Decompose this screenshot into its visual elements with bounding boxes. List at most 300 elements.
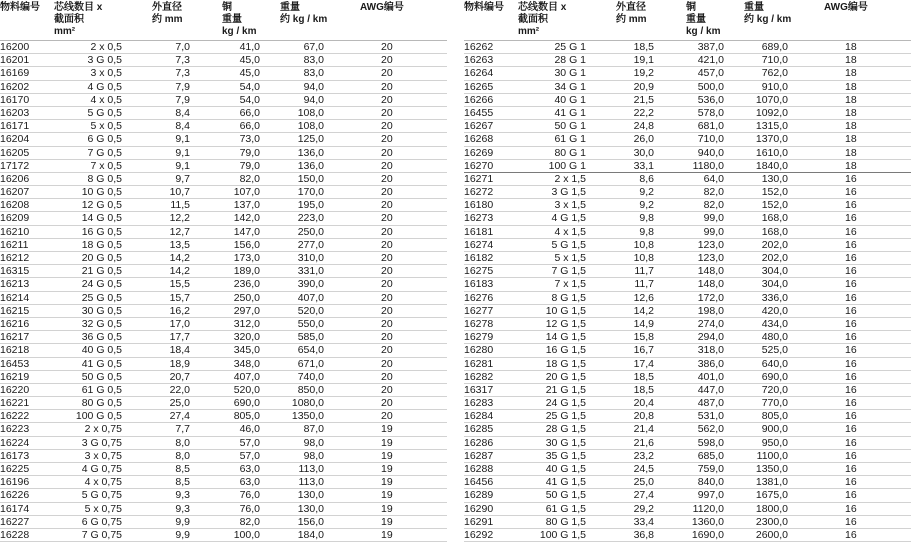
cell-outer-diameter: 30,0 bbox=[633, 146, 654, 159]
table-row bbox=[0, 410, 447, 423]
cell-cores: 6 G 0,5 bbox=[87, 133, 122, 146]
cell-awg: 16 bbox=[845, 278, 857, 291]
cell-code: 16173 bbox=[0, 449, 30, 462]
cell-weight: 420,0 bbox=[761, 304, 788, 317]
table-row bbox=[464, 94, 911, 107]
table-row bbox=[464, 239, 911, 252]
cell-weight: 336,0 bbox=[761, 291, 788, 304]
cell-code: 16292 bbox=[464, 528, 494, 541]
cell-code: 16221 bbox=[0, 397, 30, 410]
cell-outer-diameter: 22,0 bbox=[169, 383, 190, 396]
cell-cores: 40 G 1,5 bbox=[545, 463, 586, 475]
table-row bbox=[464, 199, 911, 212]
cell-outer-diameter: 8,5 bbox=[175, 476, 190, 489]
cell-outer-diameter: 20,4 bbox=[633, 397, 654, 410]
cell-weight: 740,0 bbox=[297, 370, 324, 383]
table-row bbox=[0, 489, 447, 502]
cell-code: 16200 bbox=[0, 41, 30, 53]
cell-outer-diameter: 21,5 bbox=[633, 93, 654, 106]
cell-code: 16222 bbox=[0, 410, 30, 423]
cell-copper-weight: 147,0 bbox=[233, 225, 260, 238]
cell-weight: 720,0 bbox=[761, 383, 788, 396]
header-cores: 芯线数目 x 截面积 mm² bbox=[54, 2, 103, 37]
cell-copper-weight: 63,0 bbox=[239, 476, 260, 489]
cell-weight: 304,0 bbox=[761, 265, 788, 278]
cell-copper-weight: 57,0 bbox=[239, 436, 260, 449]
cell-code: 16216 bbox=[0, 317, 30, 330]
cell-weight: 98,0 bbox=[303, 436, 324, 449]
cell-copper-weight: 54,0 bbox=[239, 93, 260, 106]
table-row bbox=[464, 305, 911, 318]
cell-outer-diameter: 20,7 bbox=[169, 370, 190, 383]
cell-copper-weight: 99,0 bbox=[703, 212, 724, 225]
cell-cores: 61 G 1,5 bbox=[545, 502, 586, 515]
cell-awg: 16 bbox=[845, 463, 857, 475]
table-row bbox=[464, 133, 911, 146]
cell-code: 16262 bbox=[464, 41, 494, 53]
cell-copper-weight: 759,0 bbox=[697, 463, 724, 475]
cell-cores: 7 G 0,5 bbox=[87, 146, 122, 159]
cell-copper-weight: 421,0 bbox=[697, 54, 724, 67]
cell-cores: 6 G 0,75 bbox=[81, 515, 122, 528]
cell-awg: 20 bbox=[381, 106, 393, 119]
cell-code: 16275 bbox=[464, 265, 494, 278]
cell-code: 16317 bbox=[464, 383, 494, 396]
cell-weight: 480,0 bbox=[761, 331, 788, 344]
cell-outer-diameter: 9,8 bbox=[639, 225, 654, 238]
cell-outer-diameter: 19,1 bbox=[633, 54, 654, 67]
cell-code: 16210 bbox=[0, 225, 30, 238]
cell-awg: 19 bbox=[381, 463, 393, 475]
table-row bbox=[464, 516, 911, 529]
cell-awg: 20 bbox=[381, 93, 393, 106]
table-row bbox=[464, 67, 911, 80]
cell-copper-weight: 66,0 bbox=[239, 106, 260, 119]
cell-cores: 16 G 1,5 bbox=[545, 344, 586, 357]
cell-code: 16274 bbox=[464, 238, 494, 251]
cell-awg: 16 bbox=[845, 212, 857, 225]
cell-copper-weight: 1690,0 bbox=[691, 528, 724, 541]
cell-weight: 390,0 bbox=[297, 278, 324, 291]
cell-outer-diameter: 9,9 bbox=[175, 515, 190, 528]
cell-code: 16218 bbox=[0, 344, 30, 357]
cell-awg: 20 bbox=[381, 54, 393, 67]
cell-code: 16264 bbox=[464, 67, 494, 80]
cell-code: 16214 bbox=[0, 291, 30, 304]
table-row bbox=[0, 278, 447, 291]
cell-cores: 50 G 0,5 bbox=[81, 370, 122, 383]
cell-outer-diameter: 24,8 bbox=[633, 120, 654, 133]
cell-code: 16290 bbox=[464, 502, 494, 515]
cell-weight: 762,0 bbox=[761, 67, 788, 80]
cell-outer-diameter: 16,7 bbox=[633, 344, 654, 357]
cell-code: 16277 bbox=[464, 304, 494, 317]
cell-cores: 14 G 1,5 bbox=[545, 331, 586, 344]
cell-outer-diameter: 19,2 bbox=[633, 67, 654, 80]
cell-code: 16226 bbox=[0, 489, 30, 502]
cell-awg: 16 bbox=[845, 344, 857, 357]
cell-outer-diameter: 21,6 bbox=[633, 436, 654, 449]
cell-weight: 2600,0 bbox=[755, 528, 788, 541]
cell-awg: 16 bbox=[845, 383, 857, 396]
cell-cores: 7 x 0,5 bbox=[90, 159, 122, 172]
cell-outer-diameter: 7,0 bbox=[175, 41, 190, 53]
cell-outer-diameter: 8,4 bbox=[175, 120, 190, 133]
cell-outer-diameter: 11,7 bbox=[634, 265, 654, 278]
table-row bbox=[0, 252, 447, 265]
cell-awg: 19 bbox=[381, 449, 393, 462]
cell-copper-weight: 79,0 bbox=[239, 159, 260, 172]
cell-awg: 16 bbox=[845, 186, 857, 199]
cell-copper-weight: 156,0 bbox=[233, 238, 260, 251]
cell-code: 16223 bbox=[0, 423, 30, 436]
cell-outer-diameter: 23,2 bbox=[633, 449, 654, 462]
cell-outer-diameter: 18,4 bbox=[169, 344, 190, 357]
cell-weight: 113,0 bbox=[298, 476, 324, 489]
cell-awg: 16 bbox=[845, 172, 857, 185]
table-row bbox=[464, 384, 911, 397]
cell-awg: 18 bbox=[845, 120, 857, 133]
cell-copper-weight: 173,0 bbox=[233, 252, 260, 264]
cell-weight: 407,0 bbox=[297, 291, 324, 304]
table-row bbox=[0, 186, 447, 199]
cell-outer-diameter: 24,5 bbox=[633, 463, 654, 475]
cell-cores: 4 x 0,75 bbox=[84, 476, 122, 489]
cell-code: 16228 bbox=[0, 528, 30, 541]
cell-weight: 1070,0 bbox=[755, 93, 788, 106]
cell-cores: 5 G 0,5 bbox=[87, 106, 122, 119]
cell-cores: 3 G 0,75 bbox=[81, 436, 122, 449]
cell-outer-diameter: 12,6 bbox=[633, 291, 654, 304]
cell-weight: 689,0 bbox=[761, 41, 788, 53]
cell-code: 16281 bbox=[464, 357, 494, 370]
cell-outer-diameter: 8,6 bbox=[639, 172, 654, 185]
cell-outer-diameter: 12,2 bbox=[169, 212, 190, 225]
cell-awg: 16 bbox=[845, 528, 857, 541]
cell-cores: 4 x 1,5 bbox=[554, 225, 586, 238]
cell-awg: 16 bbox=[845, 291, 857, 304]
cell-copper-weight: 320,0 bbox=[233, 331, 260, 344]
cell-cores: 5 x 0,5 bbox=[90, 120, 122, 133]
table-row bbox=[0, 437, 447, 450]
table-row bbox=[464, 278, 911, 291]
cell-awg: 19 bbox=[381, 502, 393, 515]
cell-weight: 98,0 bbox=[303, 449, 324, 462]
cell-weight: 1350,0 bbox=[755, 463, 788, 475]
cell-awg: 18 bbox=[845, 54, 857, 67]
cell-code: 16270 bbox=[464, 159, 494, 172]
cell-cores: 80 G 1 bbox=[554, 146, 586, 159]
cell-code: 16180 bbox=[464, 199, 494, 212]
cell-cores: 5 x 1,5 bbox=[554, 252, 586, 264]
cell-cores: 3 G 1,5 bbox=[551, 186, 586, 199]
cell-awg: 20 bbox=[381, 397, 393, 410]
cell-code: 16182 bbox=[464, 252, 494, 264]
table-row bbox=[0, 41, 447, 54]
cell-outer-diameter: 18,5 bbox=[633, 41, 654, 53]
cell-outer-diameter: 9,3 bbox=[175, 502, 190, 515]
cell-weight: 900,0 bbox=[761, 423, 788, 436]
cell-code: 16170 bbox=[0, 93, 30, 106]
cell-weight: 94,0 bbox=[303, 80, 324, 93]
cell-copper-weight: 274,0 bbox=[697, 317, 724, 330]
cell-cores: 7 G 1,5 bbox=[551, 265, 586, 278]
cell-awg: 18 bbox=[845, 106, 857, 119]
cell-awg: 18 bbox=[845, 133, 857, 146]
cell-copper-weight: 57,0 bbox=[239, 449, 260, 462]
table-row bbox=[0, 371, 447, 384]
cell-code: 16217 bbox=[0, 331, 30, 344]
cell-outer-diameter: 8,4 bbox=[175, 106, 190, 119]
cell-weight: 654,0 bbox=[297, 344, 324, 357]
cell-copper-weight: 100,0 bbox=[233, 528, 260, 541]
cell-outer-diameter: 10,8 bbox=[633, 238, 654, 251]
cell-weight: 671,0 bbox=[297, 357, 324, 370]
cell-cores: 4 G 1,5 bbox=[551, 212, 586, 225]
cell-copper-weight: 487,0 bbox=[697, 397, 724, 410]
cell-awg: 20 bbox=[381, 291, 393, 304]
cell-cores: 3 x 1,5 bbox=[554, 199, 586, 212]
cell-awg: 20 bbox=[381, 278, 393, 291]
cell-copper-weight: 123,0 bbox=[697, 238, 724, 251]
cell-weight: 83,0 bbox=[303, 67, 324, 80]
cell-copper-weight: 940,0 bbox=[697, 146, 724, 159]
cell-copper-weight: 401,0 bbox=[697, 370, 724, 383]
cell-copper-weight: 840,0 bbox=[697, 476, 724, 489]
table-row bbox=[464, 397, 911, 410]
cell-copper-weight: 198,0 bbox=[697, 304, 724, 317]
cell-code: 16212 bbox=[0, 252, 30, 264]
table-row bbox=[464, 107, 911, 120]
cell-weight: 1080,0 bbox=[291, 397, 324, 410]
cell-code: 16202 bbox=[0, 80, 30, 93]
cell-copper-weight: 387,0 bbox=[697, 41, 724, 53]
cell-awg: 16 bbox=[845, 252, 857, 264]
cell-outer-diameter: 36,8 bbox=[633, 528, 654, 541]
cell-cores: 5 G 0,75 bbox=[81, 489, 122, 502]
cell-code: 16280 bbox=[464, 344, 494, 357]
cell-copper-weight: 82,0 bbox=[239, 172, 260, 185]
cell-outer-diameter: 10,8 bbox=[633, 252, 654, 264]
cell-weight: 1675,0 bbox=[755, 489, 788, 502]
cell-copper-weight: 107,0 bbox=[233, 186, 260, 199]
table-row bbox=[0, 384, 447, 397]
table-body bbox=[464, 41, 911, 542]
cell-code: 16455 bbox=[464, 106, 494, 119]
cell-weight: 168,0 bbox=[761, 225, 788, 238]
table-row bbox=[464, 437, 911, 450]
cell-awg: 20 bbox=[381, 225, 393, 238]
cell-outer-diameter: 21,4 bbox=[633, 423, 654, 436]
cell-cores: 3 x 0,75 bbox=[84, 449, 122, 462]
cell-outer-diameter: 11,5 bbox=[170, 199, 190, 212]
table-row bbox=[0, 67, 447, 80]
cell-awg: 16 bbox=[845, 476, 857, 489]
cell-weight: 83,0 bbox=[303, 54, 324, 67]
table-row bbox=[464, 344, 911, 357]
cell-code: 16287 bbox=[464, 449, 494, 462]
cell-copper-weight: 66,0 bbox=[239, 120, 260, 133]
cell-awg: 20 bbox=[381, 331, 393, 344]
table-row bbox=[464, 41, 911, 54]
cell-copper-weight: 447,0 bbox=[697, 383, 724, 396]
cell-weight: 250,0 bbox=[297, 225, 324, 238]
cell-outer-diameter: 9,3 bbox=[175, 489, 190, 502]
table-row bbox=[0, 54, 447, 67]
cell-awg: 20 bbox=[381, 120, 393, 133]
cell-code: 16269 bbox=[464, 146, 494, 159]
header-outer-diameter: 外直径 约 mm bbox=[616, 2, 647, 25]
table-row bbox=[0, 160, 447, 173]
cell-awg: 20 bbox=[381, 304, 393, 317]
cell-outer-diameter: 27,4 bbox=[169, 410, 190, 423]
cell-cores: 30 G 1 bbox=[554, 67, 586, 80]
cell-code: 16278 bbox=[464, 317, 494, 330]
cell-code: 16276 bbox=[464, 291, 494, 304]
cell-cores: 41 G 1,5 bbox=[545, 476, 586, 489]
cell-weight: 170,0 bbox=[297, 186, 324, 199]
cell-weight: 130,0 bbox=[297, 502, 324, 515]
cell-outer-diameter: 7,9 bbox=[175, 93, 190, 106]
cell-copper-weight: 710,0 bbox=[697, 133, 724, 146]
cell-copper-weight: 997,0 bbox=[697, 489, 724, 502]
cell-awg: 19 bbox=[381, 528, 393, 541]
cell-awg: 20 bbox=[381, 186, 393, 199]
header-weight: 重量 约 kg / km bbox=[744, 2, 792, 25]
cell-awg: 20 bbox=[381, 67, 393, 80]
cell-copper-weight: 123,0 bbox=[697, 252, 724, 264]
cell-weight: 1800,0 bbox=[755, 502, 788, 515]
cell-weight: 113,0 bbox=[298, 463, 324, 475]
cell-code: 16205 bbox=[0, 146, 30, 159]
cell-weight: 1381,0 bbox=[755, 476, 788, 489]
cell-outer-diameter: 9,9 bbox=[175, 528, 190, 541]
cell-copper-weight: 805,0 bbox=[233, 410, 260, 423]
cell-cores: 7 G 0,75 bbox=[81, 528, 122, 541]
cell-code: 16279 bbox=[464, 331, 494, 344]
table-row bbox=[0, 239, 447, 252]
cell-copper-weight: 386,0 bbox=[697, 357, 724, 370]
table-row bbox=[464, 463, 911, 476]
table-row bbox=[0, 450, 447, 463]
cell-cores: 4 G 0,75 bbox=[81, 463, 122, 475]
cell-weight: 1610,0 bbox=[755, 146, 788, 159]
cell-code: 16263 bbox=[464, 54, 494, 67]
cell-awg: 16 bbox=[845, 357, 857, 370]
cell-code: 17172 bbox=[0, 159, 30, 172]
cell-code: 16271 bbox=[464, 172, 494, 185]
cell-outer-diameter: 25,0 bbox=[169, 397, 190, 410]
cell-outer-diameter: 7,7 bbox=[175, 423, 190, 436]
cell-awg: 20 bbox=[381, 172, 393, 185]
cell-cores: 4 x 0,5 bbox=[90, 93, 122, 106]
cell-copper-weight: 312,0 bbox=[233, 317, 260, 330]
cell-weight: 1370,0 bbox=[755, 133, 788, 146]
table-row bbox=[0, 305, 447, 318]
cell-cores: 3 G 0,5 bbox=[87, 54, 122, 67]
cell-weight: 130,0 bbox=[761, 172, 788, 185]
header-copper-weight: 铜 重量 kg / km bbox=[222, 2, 257, 37]
cell-cores: 41 G 0,5 bbox=[81, 357, 122, 370]
cell-awg: 20 bbox=[381, 252, 393, 264]
cell-cores: 18 G 1,5 bbox=[545, 357, 586, 370]
cell-awg: 20 bbox=[381, 238, 393, 251]
cell-copper-weight: 79,0 bbox=[239, 146, 260, 159]
cell-outer-diameter: 15,5 bbox=[169, 278, 190, 291]
table-row bbox=[0, 503, 447, 516]
cell-cores: 21 G 1,5 bbox=[545, 383, 586, 396]
cell-code: 16267 bbox=[464, 120, 494, 133]
cell-weight: 156,0 bbox=[297, 515, 324, 528]
cell-awg: 18 bbox=[845, 41, 857, 53]
cell-cores: 10 G 1,5 bbox=[545, 304, 586, 317]
header-awg: AWG编号 bbox=[360, 2, 404, 13]
cell-code: 16208 bbox=[0, 199, 30, 212]
cell-cores: 21 G 0,5 bbox=[81, 265, 122, 278]
cell-cores: 24 G 1,5 bbox=[545, 397, 586, 410]
cell-weight: 304,0 bbox=[761, 278, 788, 291]
cell-awg: 16 bbox=[845, 436, 857, 449]
cell-weight: 525,0 bbox=[761, 344, 788, 357]
cell-outer-diameter: 9,7 bbox=[175, 172, 190, 185]
cell-code: 16315 bbox=[0, 265, 30, 278]
cell-copper-weight: 148,0 bbox=[697, 278, 724, 291]
cell-outer-diameter: 14,2 bbox=[633, 304, 654, 317]
cell-outer-diameter: 16,2 bbox=[169, 304, 190, 317]
cell-cores: 100 G 1 bbox=[548, 159, 586, 172]
cell-weight: 108,0 bbox=[297, 106, 324, 119]
cell-weight: 1100,0 bbox=[756, 449, 788, 462]
table-row bbox=[0, 94, 447, 107]
cell-outer-diameter: 18,9 bbox=[169, 357, 190, 370]
cell-copper-weight: 73,0 bbox=[239, 133, 260, 146]
cell-copper-weight: 407,0 bbox=[233, 370, 260, 383]
cell-outer-diameter: 20,8 bbox=[633, 410, 654, 423]
cell-copper-weight: 76,0 bbox=[239, 489, 260, 502]
cell-awg: 19 bbox=[381, 436, 393, 449]
cell-copper-weight: 142,0 bbox=[233, 212, 260, 225]
table-row bbox=[0, 318, 447, 331]
cell-cores: 8 G 0,5 bbox=[87, 172, 122, 185]
cell-cores: 2 x 0,5 bbox=[90, 41, 122, 53]
cell-weight: 550,0 bbox=[297, 317, 324, 330]
cell-weight: 331,0 bbox=[297, 265, 324, 278]
cell-awg: 20 bbox=[381, 410, 393, 423]
table-row bbox=[464, 503, 911, 516]
table-row bbox=[464, 410, 911, 423]
cell-outer-diameter: 26,0 bbox=[633, 133, 654, 146]
cell-copper-weight: 41,0 bbox=[239, 41, 260, 53]
cell-code: 16183 bbox=[464, 278, 494, 291]
cell-weight: 690,0 bbox=[761, 370, 788, 383]
cell-code: 16196 bbox=[0, 476, 30, 489]
cell-weight: 195,0 bbox=[297, 199, 324, 212]
cell-copper-weight: 690,0 bbox=[233, 397, 260, 410]
cell-weight: 2300,0 bbox=[755, 515, 788, 528]
cell-cores: 30 G 1,5 bbox=[545, 436, 586, 449]
cell-weight: 310,0 bbox=[297, 252, 324, 264]
cell-weight: 94,0 bbox=[303, 93, 324, 106]
cell-copper-weight: 54,0 bbox=[239, 80, 260, 93]
cell-copper-weight: 500,0 bbox=[697, 80, 724, 93]
cell-outer-diameter: 17,4 bbox=[633, 357, 654, 370]
table-row bbox=[0, 516, 447, 529]
cell-copper-weight: 348,0 bbox=[233, 357, 260, 370]
cell-awg: 16 bbox=[845, 225, 857, 238]
cell-cores: 2 x 0,75 bbox=[84, 423, 122, 436]
cell-copper-weight: 82,0 bbox=[703, 199, 724, 212]
cell-awg: 20 bbox=[381, 146, 393, 159]
